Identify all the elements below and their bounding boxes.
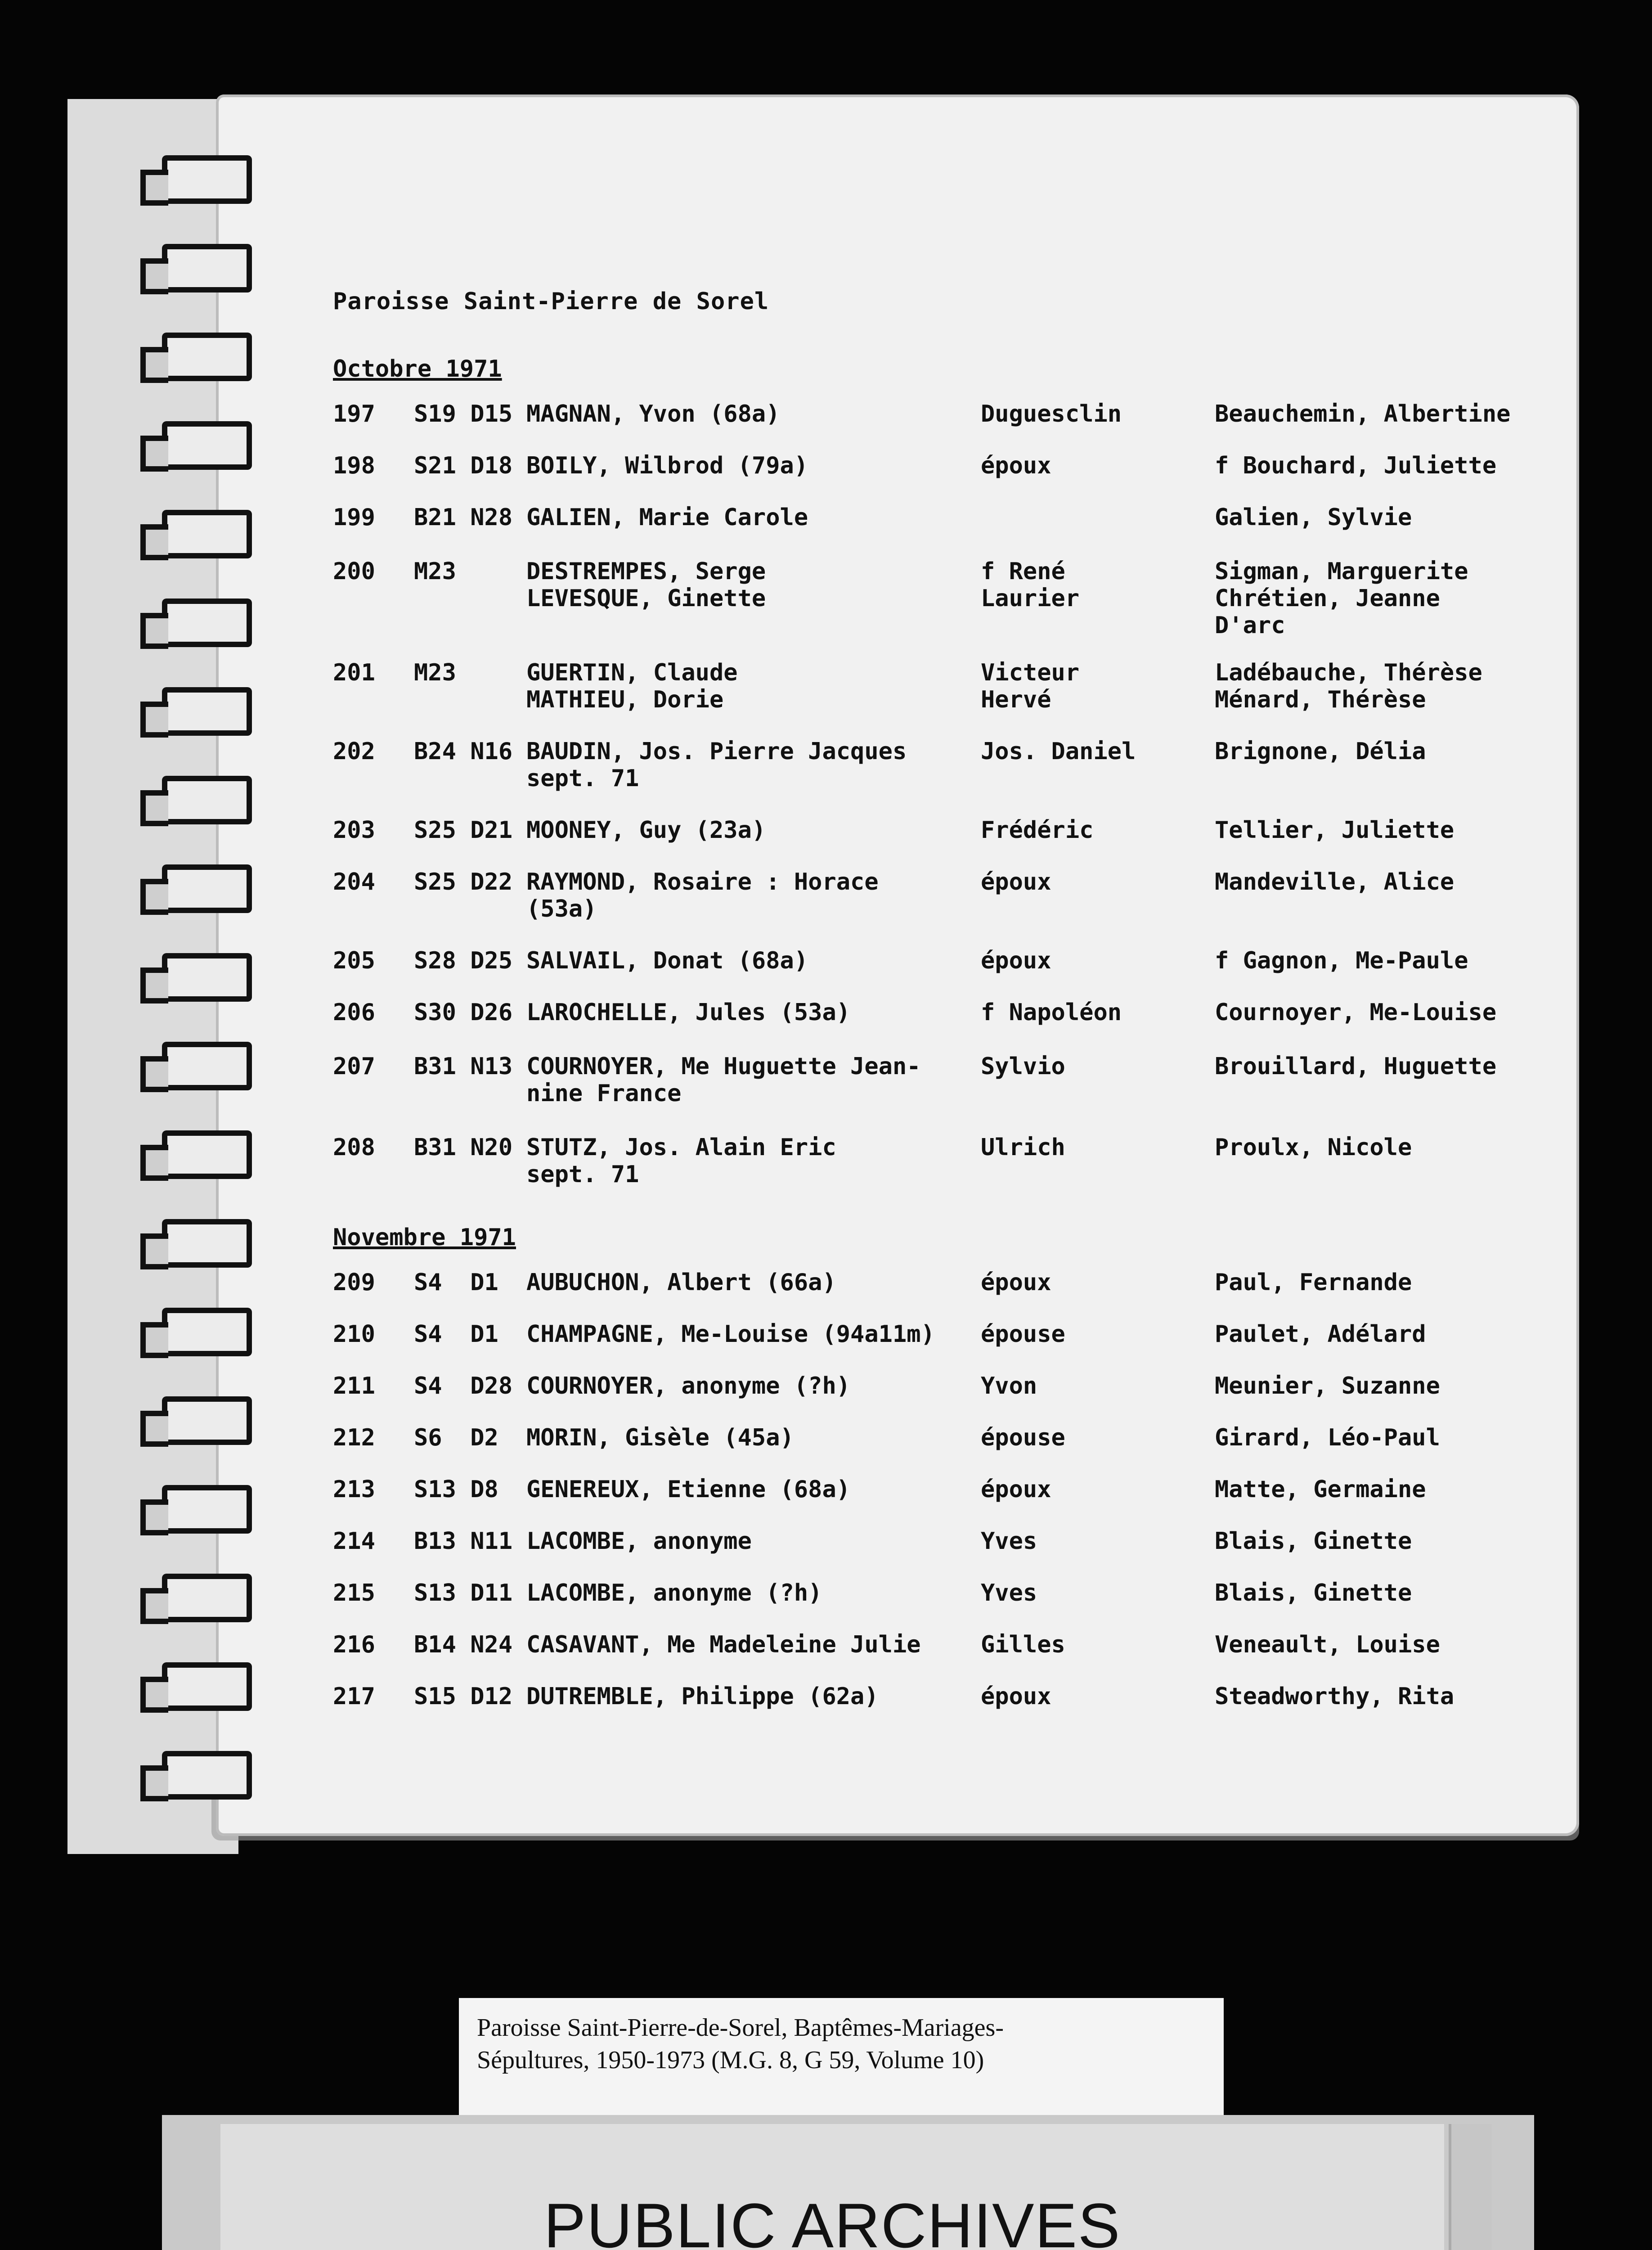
entry-name: BOILY, Wilbrod (79a) <box>526 452 808 479</box>
entry-code: B31 N13 <box>414 1053 513 1080</box>
entry-name: LAROCHELLE, Jules (53a) <box>526 999 851 1026</box>
entry-name: BAUDIN, Jos. Pierre Jacques sept. 71 <box>526 738 907 792</box>
entry-father: Gilles <box>981 1631 1065 1658</box>
entry-father: Yves <box>981 1580 1037 1606</box>
ledger-entry <box>333 868 1548 932</box>
binding-ring <box>162 1130 252 1179</box>
binding-ring <box>162 421 252 470</box>
entry-mother: Proulx, Nicole <box>1215 1134 1412 1161</box>
entry-name: AUBUCHON, Albert (66a) <box>526 1269 836 1296</box>
entry-name: COURNOYER, anonyme (?h) <box>526 1372 851 1400</box>
ledger-entry <box>333 1053 1548 1116</box>
entry-mother: Cournoyer, Me-Louise <box>1215 999 1497 1026</box>
entry-code: S25 D22 <box>414 868 513 896</box>
entry-father: Sylvio <box>981 1053 1065 1080</box>
month-heading: Octobre 1971 <box>333 356 502 382</box>
entry-mother: Matte, Germaine <box>1215 1476 1426 1503</box>
binding-ring <box>162 1219 252 1268</box>
binding-ring <box>162 1396 252 1445</box>
entry-mother: Mandeville, Alice <box>1215 868 1454 896</box>
parish-title: Paroisse Saint-Pierre de Sorel <box>333 288 769 315</box>
entry-name: LACOMBE, anonyme <box>526 1528 752 1555</box>
binding-ring <box>162 1574 252 1622</box>
entry-name: RAYMOND, Rosaire : Horace (53a) <box>526 868 879 922</box>
ledger-entry <box>333 1134 1548 1197</box>
entry-code: M23 <box>414 558 456 585</box>
ledger-entry <box>333 558 1548 639</box>
entry-number: 207 <box>333 1053 375 1080</box>
binding-ring <box>162 155 252 204</box>
entry-name: SALVAIL, Donat (68a) <box>526 947 808 974</box>
entry-number: 211 <box>333 1372 375 1400</box>
entry-number: 217 <box>333 1683 375 1710</box>
entry-mother: Ladébauche, Thérèse Ménard, Thérèse <box>1215 659 1482 713</box>
banner-edge <box>1449 2124 1492 2250</box>
entry-number: 204 <box>333 868 375 896</box>
entry-father: époux <box>981 947 1051 974</box>
ledger-entry <box>333 659 1548 722</box>
entry-name: CHAMPAGNE, Me-Louise (94a11m) <box>526 1321 935 1348</box>
entry-father: époux <box>981 868 1051 896</box>
entry-mother: Paul, Fernande <box>1215 1269 1412 1296</box>
entry-number: 199 <box>333 504 375 531</box>
entry-mother: Galien, Sylvie <box>1215 504 1412 531</box>
entry-number: 209 <box>333 1269 375 1296</box>
archives-banner <box>162 2115 1534 2250</box>
entry-number: 197 <box>333 400 375 428</box>
binding-ring <box>162 598 252 647</box>
entry-mother: Tellier, Juliette <box>1215 817 1454 844</box>
entry-mother: Brignone, Délia <box>1215 738 1426 765</box>
entry-number: 210 <box>333 1321 375 1348</box>
binding-ring <box>162 1042 252 1090</box>
entry-father: Victeur Hervé <box>981 659 1080 713</box>
entry-mother: Meunier, Suzanne <box>1215 1372 1440 1400</box>
entry-father: f René Laurier <box>981 558 1080 612</box>
entry-name: GUERTIN, Claude MATHIEU, Dorie <box>526 659 738 713</box>
binding-ring <box>162 687 252 736</box>
entry-mother: f Bouchard, Juliette <box>1215 452 1497 479</box>
archive-reference-label <box>459 1998 1224 2115</box>
entry-number: 214 <box>333 1528 375 1555</box>
entry-number: 216 <box>333 1631 375 1658</box>
entry-name: CASAVANT, Me Madeleine Julie <box>526 1631 921 1658</box>
entry-code: S21 D18 <box>414 452 513 479</box>
entry-code: S19 D15 <box>414 400 513 428</box>
entry-father: Yvon <box>981 1372 1037 1400</box>
entry-father: Yves <box>981 1528 1037 1555</box>
entry-father: Ulrich <box>981 1134 1065 1161</box>
entry-number: 215 <box>333 1580 375 1606</box>
entry-code: B31 N20 <box>414 1134 513 1161</box>
entry-name: STUTZ, Jos. Alain Eric sept. 71 <box>526 1134 836 1188</box>
entry-number: 202 <box>333 738 375 765</box>
entry-father: épouse <box>981 1424 1065 1451</box>
binding-ring <box>162 1751 252 1800</box>
entry-code: S4 D1 <box>414 1269 498 1296</box>
binding-ring <box>162 510 252 558</box>
entry-code: B21 N28 <box>414 504 513 531</box>
entry-name: MAGNAN, Yvon (68a) <box>526 400 780 428</box>
entry-number: 213 <box>333 1476 375 1503</box>
entry-mother: Blais, Ginette <box>1215 1528 1412 1555</box>
entry-number: 200 <box>333 558 375 585</box>
entry-father: Jos. Daniel <box>981 738 1136 765</box>
entry-code: S25 D21 <box>414 817 513 844</box>
entry-name: MORIN, Gisèle (45a) <box>526 1424 794 1451</box>
entry-code: S13 D11 <box>414 1580 513 1606</box>
entry-number: 201 <box>333 659 375 686</box>
entry-name: GENEREUX, Etienne (68a) <box>526 1476 851 1503</box>
entry-code: S6 D2 <box>414 1424 498 1451</box>
entry-father: Duguesclin <box>981 400 1122 428</box>
entry-father: époux <box>981 1476 1051 1503</box>
month-heading: Novembre 1971 <box>333 1224 516 1251</box>
entry-number: 208 <box>333 1134 375 1161</box>
binding-ring <box>162 1485 252 1534</box>
banner-panel <box>220 2124 1444 2250</box>
entry-mother: Steadworthy, Rita <box>1215 1683 1454 1710</box>
banner-line-english: PUBLIC ARCHIVES <box>543 2190 1121 2250</box>
entry-father: époux <box>981 452 1051 479</box>
entry-mother: Brouillard, Huguette <box>1215 1053 1497 1080</box>
ledger-entry <box>333 999 1548 1062</box>
entry-code: B24 N16 <box>414 738 513 765</box>
entry-mother: Paulet, Adélard <box>1215 1321 1426 1348</box>
entry-mother: Girard, Léo-Paul <box>1215 1424 1440 1451</box>
entry-code: S15 D12 <box>414 1683 513 1710</box>
entry-name: MOONEY, Guy (23a) <box>526 817 766 844</box>
entry-mother: Sigman, Marguerite Chrétien, Jeanne D'arc <box>1215 558 1468 639</box>
label-line-1: Paroisse Saint-Pierre-de-Sorel, Baptêmes-Mariages- <box>477 2014 1004 2042</box>
binding-ring <box>162 244 252 292</box>
entry-father: époux <box>981 1683 1051 1710</box>
binding-ring <box>162 1308 252 1356</box>
entry-code: S4 D1 <box>414 1321 498 1348</box>
binding-ring <box>162 864 252 913</box>
entry-name: COURNOYER, Me Huguette Jean- nine France <box>526 1053 921 1107</box>
entry-father: épouse <box>981 1321 1065 1348</box>
entry-code: S30 D26 <box>414 999 513 1026</box>
ledger-entry <box>333 738 1548 801</box>
ledger-entry <box>333 1683 1548 1746</box>
binding-ring <box>162 333 252 381</box>
entry-number: 203 <box>333 817 375 844</box>
entry-father: Frédéric <box>981 817 1094 844</box>
entry-mother: Veneault, Louise <box>1215 1631 1440 1658</box>
entry-code: S4 D28 <box>414 1372 513 1400</box>
entry-code: B14 N24 <box>414 1631 513 1658</box>
entry-mother: Blais, Ginette <box>1215 1580 1412 1606</box>
entry-number: 205 <box>333 947 375 974</box>
entry-father: f Napoléon <box>981 999 1122 1026</box>
entry-mother: Beauchemin, Albertine <box>1215 400 1511 428</box>
entry-code: M23 <box>414 659 456 686</box>
entry-number: 198 <box>333 452 375 479</box>
binding-ring <box>162 776 252 824</box>
entry-name: DUTREMBLE, Philippe (62a) <box>526 1683 879 1710</box>
binding-ring <box>162 1662 252 1711</box>
entry-code: S28 D25 <box>414 947 513 974</box>
ledger-entry <box>333 504 1548 567</box>
entry-name: GALIEN, Marie Carole <box>526 504 808 531</box>
label-line-2: Sépultures, 1950-1973 (M.G. 8, G 59, Volume 10) <box>477 2046 984 2074</box>
entry-father: époux <box>981 1269 1051 1296</box>
entry-number: 206 <box>333 999 375 1026</box>
binding-ring <box>162 953 252 1002</box>
entry-code: S13 D8 <box>414 1476 498 1503</box>
entry-mother: f Gagnon, Me-Paule <box>1215 947 1468 974</box>
entry-name: LACOMBE, anonyme (?h) <box>526 1580 822 1606</box>
entry-name: DESTREMPES, Serge LEVESQUE, Ginette <box>526 558 766 612</box>
entry-number: 212 <box>333 1424 375 1451</box>
entry-code: B13 N11 <box>414 1528 513 1555</box>
